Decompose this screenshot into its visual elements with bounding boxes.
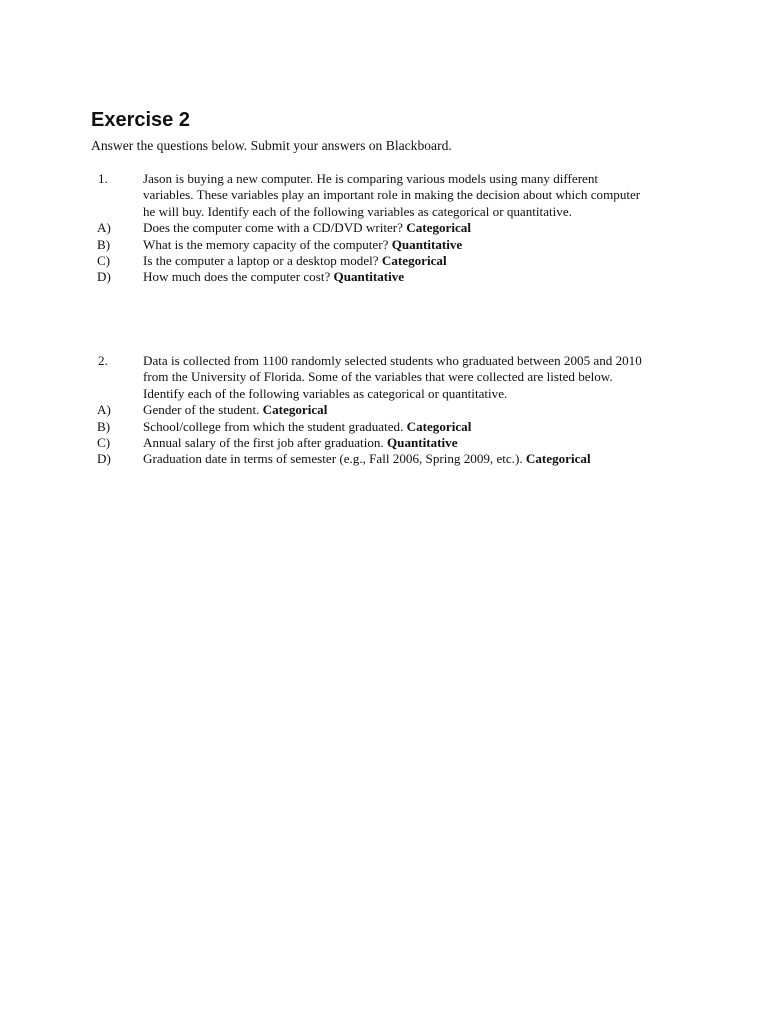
question-stem-row [91,353,691,402]
instructions-text: Answer the questions below. Submit your answers on Blackboard. [91,138,452,153]
question-stem-line: Data is collected from 1100 randomly selected students who graduated between 2005 and 2010 [143,353,642,368]
sub-question-text: Is the computer a laptop or a desktop model? [143,253,382,269]
answer-text: Quantitative [386,435,458,451]
sub-question-text: What is the memory capacity of the computer? [143,236,392,252]
sub-question-letter: D) [97,269,111,285]
question-1 [91,171,691,286]
sub-question-letter: B) [97,236,111,252]
question-stem-line: from the University of Florida. Some of the variables that were collected are listed below. [143,369,613,385]
answer-text: Categorical [381,253,447,269]
answer-text: Categorical [262,402,328,418]
question-stem [143,171,691,220]
sub-question-text: Gender of the student. [143,402,263,418]
question-stem-line: Identify each of the following variables as categorical or quantitative. [143,385,508,401]
question-2 [91,353,691,468]
question-stem-line: Jason is buying a new computer. He is comparing various models using many different [143,171,599,186]
sub-question-letter: A) [97,220,111,236]
sub-question-b [91,419,691,435]
question-number: 1. [98,171,108,186]
question-number: 2. [98,353,108,368]
sub-question-letter: C) [97,253,111,269]
sub-question-c [91,435,691,451]
question-stem [143,353,691,402]
answer-text: Categorical [406,220,471,236]
answer-text: Categorical [525,451,591,467]
sub-question-d [91,451,691,467]
sub-question-text: Annual salary of the first job after graduation. [143,435,387,451]
answer-text: Categorical [406,418,472,434]
sub-question-c [91,253,691,269]
answer-text: Quantitative [333,269,405,285]
sub-question-b [91,237,691,253]
sub-question-text: Graduation date in terms of semester (e.g., Fall 2006, Spring 2009, etc.). [143,451,526,467]
answer-text: Quantitative [391,236,463,252]
question-stem-row [91,171,691,220]
sub-question-text: School/college from which the student graduated. [143,418,407,434]
sub-question-a [91,220,691,236]
sub-question-letter: C) [97,435,111,451]
sub-question-letter: B) [97,418,111,434]
sub-question-letter: A) [97,402,111,418]
sub-question-text: How much does the computer cost? [143,269,334,285]
sub-question-text: Does the computer come with a CD/DVD writer? [143,220,407,236]
sub-question-d [91,269,691,285]
question-stem-line: variables. These variables play an important role in making the decision about which computer [143,187,641,203]
page-title: Exercise 2 [91,109,190,131]
sub-question-letter: D) [97,451,111,467]
sub-question-a [91,402,691,418]
question-stem-line: he will buy. Identify each of the following variables as categorical or quantitative. [143,203,572,219]
